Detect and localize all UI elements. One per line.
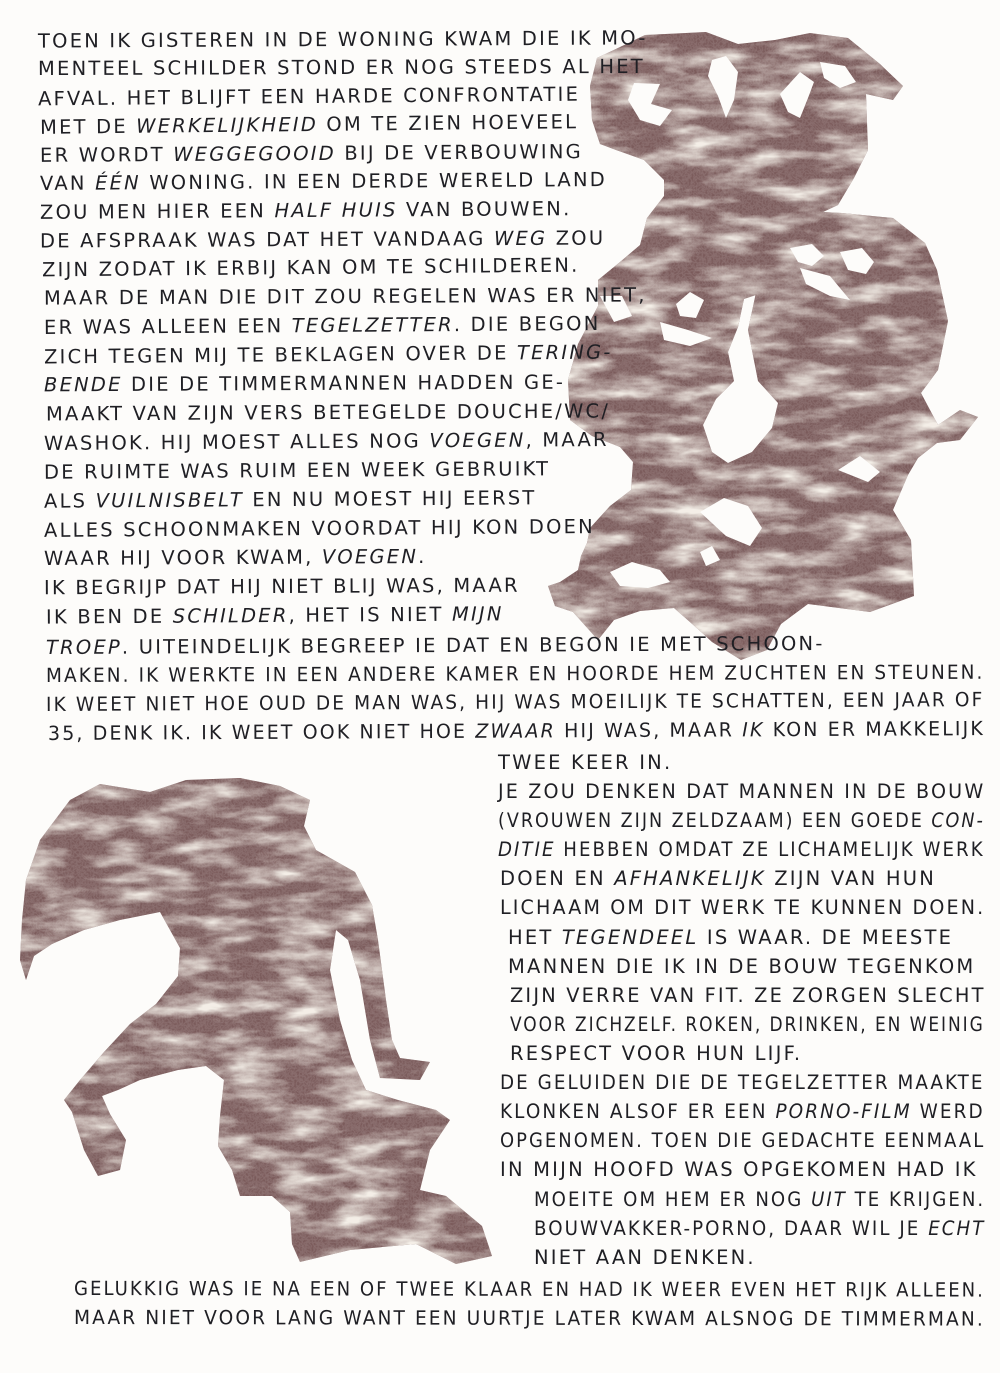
emphasized-word: MIJN bbox=[451, 602, 504, 626]
text-line: IK BEN DE SCHILDER, HET IS NIET MIJN bbox=[45, 602, 504, 629]
emphasized-word: ÉÉN bbox=[94, 171, 141, 195]
text-line: DITIE HEBBEN OMDAT ZE LICHAMELIJK WERK bbox=[498, 838, 985, 861]
text-line: TWEE KEER IN. bbox=[498, 751, 673, 774]
text-line: TOEN IK GISTEREN IN DE WONING KWAM DIE IK MO- bbox=[37, 26, 648, 53]
text-line: AFVAL. HET BLIJFT EEN HARDE CONFRONTATIE bbox=[37, 82, 581, 111]
text-line: ER WORDT WEGGEGOOID BIJ DE VERBOUWING bbox=[39, 140, 583, 167]
emphasized-word: SCHILDER bbox=[172, 603, 289, 628]
text-line: DOEN EN AFHANKELIJK ZIJN VAN HUN bbox=[500, 867, 936, 890]
text-line: DE GELUIDEN DIE DE TEGELZETTER MAAKTE bbox=[500, 1071, 985, 1094]
text-line: MANNEN DIE IK IN DE BOUW TEGENKOM bbox=[508, 955, 976, 978]
text-line: DE RUIMTE WAS RUIM EEN WEEK GEBRUIKT bbox=[43, 457, 551, 484]
text-line: ZICH TEGEN MIJ TE BEKLAGEN OVER DE TERING- bbox=[43, 340, 613, 369]
text-line: JE ZOU DENKEN DAT MANNEN IN DE BOUW bbox=[498, 780, 986, 803]
text-line: MENTEEL SCHILDER STOND ER NOG STEEDS AL HET bbox=[37, 54, 645, 81]
text-line: LICHAAM OM DIT WERK TE KUNNEN DOEN. bbox=[500, 896, 986, 919]
text-line: ZIJN ZODAT IK ERBIJ KAN OM TE SCHILDEREN. bbox=[41, 253, 580, 282]
emphasized-word: WERKELIJKHEID bbox=[136, 112, 319, 138]
text-line: HET TEGENDEEL IS WAAR. DE MEESTE bbox=[508, 926, 954, 949]
text-line: DE AFSPRAAK WAS DAT HET VANDAAG WEG ZOU bbox=[39, 226, 606, 253]
emphasized-word: TERING- bbox=[516, 340, 613, 365]
text-line: TROEP. UITEINDELIJK BEGREEP IE DAT EN BEGON IE MET SCHOON- bbox=[45, 631, 825, 660]
text-line: WASHOK. HIJ MOEST ALLES NOG VOEGEN, MAAR bbox=[43, 428, 609, 455]
text-line: 35, DENK IK. IK WEET OOK NIET HOE ZWAAR HIJ WAS, MAAR IK KON ER MAKKELIJK bbox=[47, 717, 985, 745]
text-line: ZOU MEN HIER EEN HALF HUIS VAN BOUWEN. bbox=[39, 197, 572, 224]
text-line: GELUKKIG WAS IE NA EEN OF TWEE KLAAR EN HAD IK WEER EVEN HET RIJK ALLEEN. bbox=[73, 1277, 986, 1302]
emphasized-word: WEGGEGOOID bbox=[173, 141, 336, 166]
emphasized-word: TROEP bbox=[45, 635, 122, 660]
text-line: ER WAS ALLEEN EEN TEGELZETTER. DIE BEGON bbox=[43, 312, 601, 339]
emphasized-word: VUILNISBELT bbox=[95, 488, 244, 513]
text-line: ALS VUILNISBELT EN NU MOEST HIJ EERST bbox=[43, 486, 537, 513]
emphasized-word: VOEGEN bbox=[429, 428, 526, 453]
text-line: OPGENOMEN. TOEN DIE GEDACHTE EENMAAL bbox=[500, 1129, 986, 1152]
emphasized-word: VOEGEN bbox=[321, 545, 419, 569]
text-line: MAAR NIET VOOR LANG WANT EEN UURTJE LATER KWAM ALSNOG DE TIMMERMAN. bbox=[73, 1306, 985, 1331]
emphasized-word: TEGELZETTER bbox=[291, 313, 454, 338]
text-line: ZIJN VERRE VAN FIT. ZE ZORGEN SLECHT bbox=[510, 984, 986, 1007]
text-line: (VROUWEN ZIJN ZELDZAAM) EEN GOEDE CON- bbox=[498, 809, 985, 832]
text-line: MAKEN. IK WERKTE IN EEN ANDERE KAMER EN HOORDE HEM ZUCHTEN EN STEUNEN. bbox=[45, 660, 985, 687]
emphasized-word: BENDE bbox=[43, 372, 123, 397]
emphasized-word: ECHT bbox=[928, 1217, 986, 1240]
emphasized-word: ZWAAR bbox=[475, 719, 556, 743]
emphasized-word: IK bbox=[742, 718, 765, 742]
text-line: BENDE DIE DE TIMMERMANNEN HADDEN GE- bbox=[43, 370, 566, 397]
text-line: NIET AAN DENKEN. bbox=[534, 1246, 756, 1269]
text-line: MAAKT VAN ZIJN VERS BETEGELDE DOUCHE/WC/ bbox=[45, 399, 611, 426]
text-line: WAAR HIJ VOOR KWAM, VOEGEN. bbox=[43, 544, 427, 571]
text-line: IK WEET NIET HOE OUD DE MAN WAS, HIJ WAS MOEILIJK TE SCHATTEN, EEN JAAR OF bbox=[45, 688, 985, 716]
text-line: MOEITE OM HEM ER NOG UIT TE KRIJGEN. bbox=[534, 1188, 986, 1211]
text-line: BOUWVAKKER-PORNO, DAAR WIL JE ECHT bbox=[534, 1217, 986, 1240]
text-line: IK BEGRIJP DAT HIJ NIET BLIJ WAS, MAAR bbox=[43, 573, 520, 600]
emphasized-word: WEG bbox=[493, 226, 548, 251]
text-line: IN MIJN HOOFD WAS OPGEKOMEN HAD IK bbox=[500, 1158, 978, 1181]
text-line: VAN ÉÉN WONING. IN EEN DERDE WERELD LAND bbox=[39, 168, 607, 195]
emphasized-word: HALF HUIS bbox=[274, 198, 398, 223]
emphasized-word: UIT bbox=[811, 1188, 847, 1211]
emphasized-word: CON- bbox=[931, 809, 985, 832]
text-line: KLONKEN ALSOF ER EEN PORNO-FILM WERD bbox=[500, 1100, 985, 1123]
text-line: RESPECT VOOR HUN LIJF. bbox=[510, 1042, 803, 1065]
text-line: MAAR DE MAN DIE DIT ZOU REGELEN WAS ER NIET, bbox=[43, 283, 647, 310]
text-line: MET DE WERKELIJKHEID OM TE ZIEN HOEVEEL bbox=[39, 110, 579, 139]
text-line: VOOR ZICHZELF. ROKEN, DRINKEN, EN WEINIG bbox=[510, 1013, 985, 1036]
emphasized-word: DITIE bbox=[498, 838, 556, 861]
emphasized-word: PORNO-FILM bbox=[775, 1100, 912, 1123]
emphasized-word: TEGENDEEL bbox=[561, 926, 699, 949]
text-line: ALLES SCHOONMAKEN VOORDAT HIJ KON DOEN bbox=[43, 515, 595, 542]
emphasized-word: AFHANKELIJK bbox=[614, 867, 766, 890]
